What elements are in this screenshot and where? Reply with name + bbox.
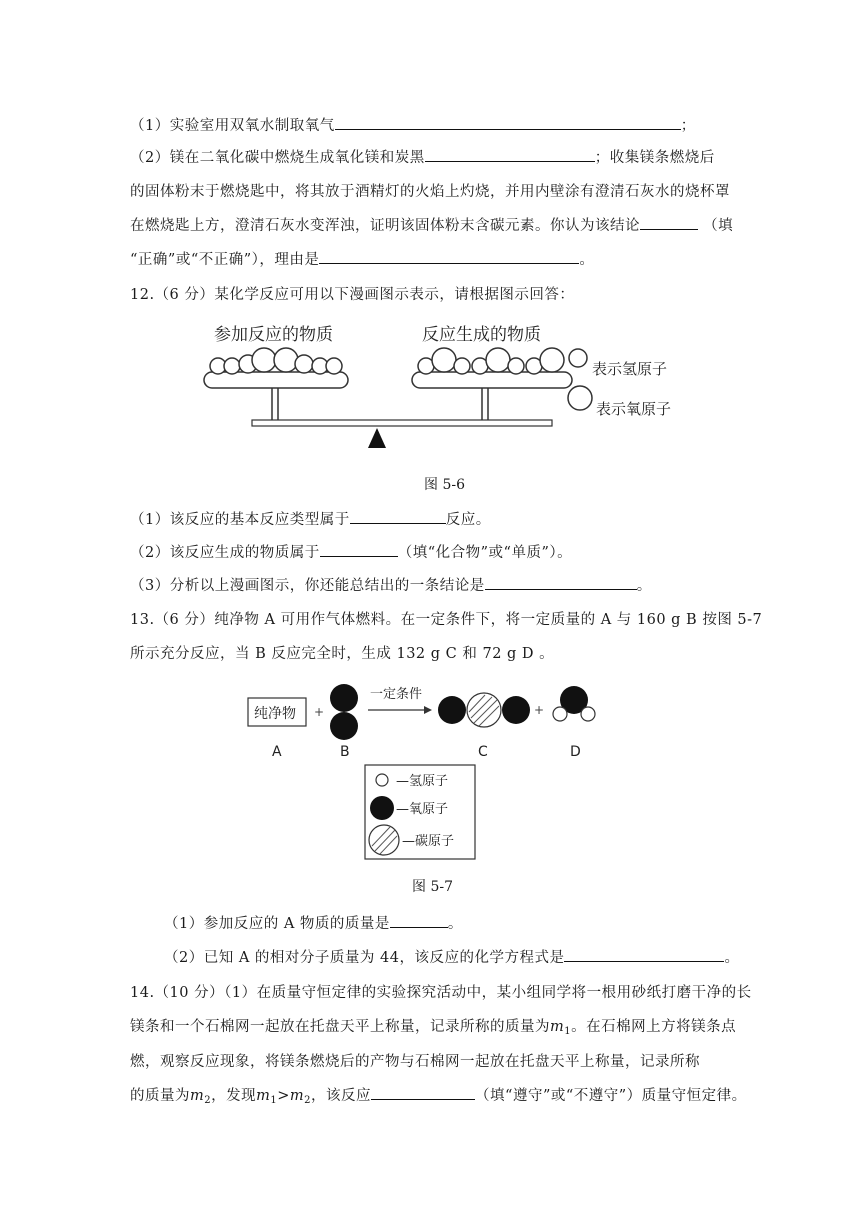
legend-c-text: —碳原子 <box>402 834 455 849</box>
figure-5-7-reaction <box>240 676 620 776</box>
fig-right-title: 反应生成的物质 <box>422 325 541 345</box>
legend-o-icon <box>370 796 394 820</box>
plus-sign: + <box>314 705 325 719</box>
o-atom-c-left <box>438 696 466 724</box>
figure-caption-5-7: 图 5-7 <box>412 879 453 895</box>
q14-text: 。在石棉网上方将镁条点 <box>571 1019 737 1035</box>
o-atom-cartoon <box>432 348 456 372</box>
answer-blank[interactable] <box>320 542 398 557</box>
h-atom-cartoon <box>326 358 342 374</box>
punct: 。 <box>579 252 595 268</box>
balance-beam <box>252 420 552 426</box>
var-m: m <box>256 1088 271 1104</box>
answer-blank[interactable] <box>319 249 579 264</box>
left-molecules <box>210 348 342 374</box>
q14-text: 镁条和一个石棉网一起放在托盘天平上称量，记录所称的质量为 <box>130 1019 550 1035</box>
h-atom-cartoon <box>454 358 470 374</box>
o-atom-cartoon <box>486 348 510 372</box>
figure-5-7-legend <box>364 764 476 860</box>
q11-part2-line2: 的固体粉末于燃烧匙中，将其放于酒精灯的火焰上灼烧，并用内壁涂有澄清石灰水的烧杯罩 <box>130 184 730 200</box>
left-tray <box>204 372 348 388</box>
q14-line4 <box>130 1084 747 1106</box>
answer-blank[interactable] <box>390 913 448 928</box>
q13-stem-line1: 13.（6 分）纯净物 A 可用作气体燃料。在一定条件下，将一定质量的 A 与 160 g B 按图 5-7 <box>130 612 763 628</box>
answer-blank[interactable] <box>564 947 724 962</box>
label-b: B <box>340 744 350 760</box>
q14-line1: 14.（10 分）（1）在质量守恒定律的实验探究活动中，某小组同学将一根用砂纸打磨干净的长 <box>130 985 752 1001</box>
q14-text: （填“遵守”或“不遵守”）质量守恒定律。 <box>475 1088 747 1104</box>
subscript: 1 <box>270 1095 278 1106</box>
legend-c-icon <box>369 825 399 855</box>
plus-sign: + <box>534 703 545 717</box>
q11-text: （填 <box>703 218 734 234</box>
q13-part1 <box>164 912 463 933</box>
o-atom-b-bottom <box>330 712 358 740</box>
q11-part2-line3 <box>130 214 733 235</box>
q12-text: （填“化合物”或“单质”）。 <box>397 545 573 561</box>
q12-text: （3）分析以上漫画图示，你还能总结出的一条结论是 <box>130 578 485 594</box>
legend-h-text: 表示氢原子 <box>592 360 668 378</box>
punct: ； <box>680 118 696 134</box>
q12-part1 <box>130 508 491 529</box>
right-molecules <box>418 348 564 374</box>
h-atom-d-left <box>553 707 567 721</box>
q14-text: 的质量为 <box>130 1088 190 1104</box>
o-atom-cartoon <box>252 348 276 372</box>
answer-blank[interactable] <box>425 147 595 162</box>
answer-blank[interactable] <box>371 1085 475 1100</box>
q13-stem-line2: 所示充分反应，当 B 反应完全时，生成 132 g C 和 72 g D 。 <box>130 646 555 662</box>
q13-text: （1）参加反应的 A 物质的质量是 <box>164 916 390 932</box>
right-tray <box>412 372 572 388</box>
answer-blank[interactable] <box>485 575 637 590</box>
q12-text: 反应。 <box>445 512 491 528</box>
legend-o-text: 表示氧原子 <box>596 400 672 418</box>
legend-h-text: —氢原子 <box>396 774 449 789</box>
q13-text: 。 <box>447 916 463 932</box>
var-m: m <box>289 1088 305 1104</box>
legend-o-text: —氧原子 <box>396 802 449 817</box>
o-atom-b-top <box>330 684 358 712</box>
fig-left-title: 参加反应的物质 <box>214 325 333 345</box>
q12-text: 。 <box>636 578 652 594</box>
label-c: C <box>478 744 488 760</box>
h-atom-cartoon <box>224 358 240 374</box>
q13-part2 <box>164 946 739 967</box>
q14-line3: 燃，观察反应现象，将镁条燃烧后的产物与石棉网一起放在托盘天平上称量，记录所称 <box>130 1054 700 1070</box>
arrow-head <box>424 706 432 714</box>
answer-blank[interactable] <box>640 215 698 230</box>
fulcrum <box>368 428 386 448</box>
label-a: A <box>272 744 282 760</box>
h-atom-d-right <box>581 707 595 721</box>
legend-h-icon <box>376 774 388 786</box>
answer-blank[interactable] <box>335 115 681 130</box>
o-atom-cartoon <box>540 348 564 372</box>
q13-text: 。 <box>724 950 740 966</box>
subscript: 2 <box>204 1095 212 1106</box>
figure-caption-5-6: 图 5-6 <box>424 477 465 493</box>
condition-text: 一定条件 <box>370 687 423 702</box>
q12-stem: 12.（6 分）某化学反应可用以下漫画图示表示，请根据图示回答： <box>130 287 575 303</box>
o-atom-cartoon <box>274 348 298 372</box>
q11-part1 <box>130 114 696 135</box>
figure-5-6-balance-cartoon <box>200 316 700 456</box>
subscript: 2 <box>304 1095 312 1106</box>
q11-text: 在燃烧匙上方，澄清石灰水变浑浊，证明该固体粉末含碳元素。你认为该结论 <box>130 218 640 234</box>
label-d: D <box>570 744 581 760</box>
q12-text: （1）该反应的基本反应类型属于 <box>130 512 350 528</box>
q14-text: ，发现 <box>211 1088 257 1104</box>
subscript: 1 <box>564 1026 572 1037</box>
q11-text: “正确”或“不正确”），理由是 <box>130 252 320 268</box>
gt-sign: > <box>277 1088 290 1104</box>
h-atom-cartoon <box>295 355 313 373</box>
legend-o-icon <box>568 386 592 410</box>
c-atom <box>467 693 501 727</box>
h-atom-cartoon <box>508 358 524 374</box>
q14-text: ，该反应 <box>311 1088 372 1104</box>
answer-blank[interactable] <box>350 509 446 524</box>
q12-part3 <box>130 574 652 595</box>
var-m: m <box>550 1019 565 1035</box>
box-a-text: 纯净物 <box>254 706 296 722</box>
q11-part2-line4 <box>130 248 594 269</box>
legend-h-icon <box>569 349 587 367</box>
q13-text: （2）已知 A 的相对分子质量为 44，该反应的化学方程式是 <box>164 950 565 966</box>
q11-part2-text-after: ；收集镁条燃烧后 <box>594 150 715 166</box>
q11-part2-text: （2）镁在二氧化碳中燃烧生成氧化镁和炭黑 <box>130 150 425 166</box>
q14-line2 <box>130 1015 736 1037</box>
q12-text: （2）该反应生成的物质属于 <box>130 545 320 561</box>
o-atom-c-right <box>502 696 530 724</box>
var-m: m <box>190 1088 205 1104</box>
q11-part2-line1 <box>130 146 715 167</box>
q12-part2 <box>130 541 572 562</box>
q11-part1-text: （1）实验室用双氧水制取氧气 <box>130 118 335 134</box>
